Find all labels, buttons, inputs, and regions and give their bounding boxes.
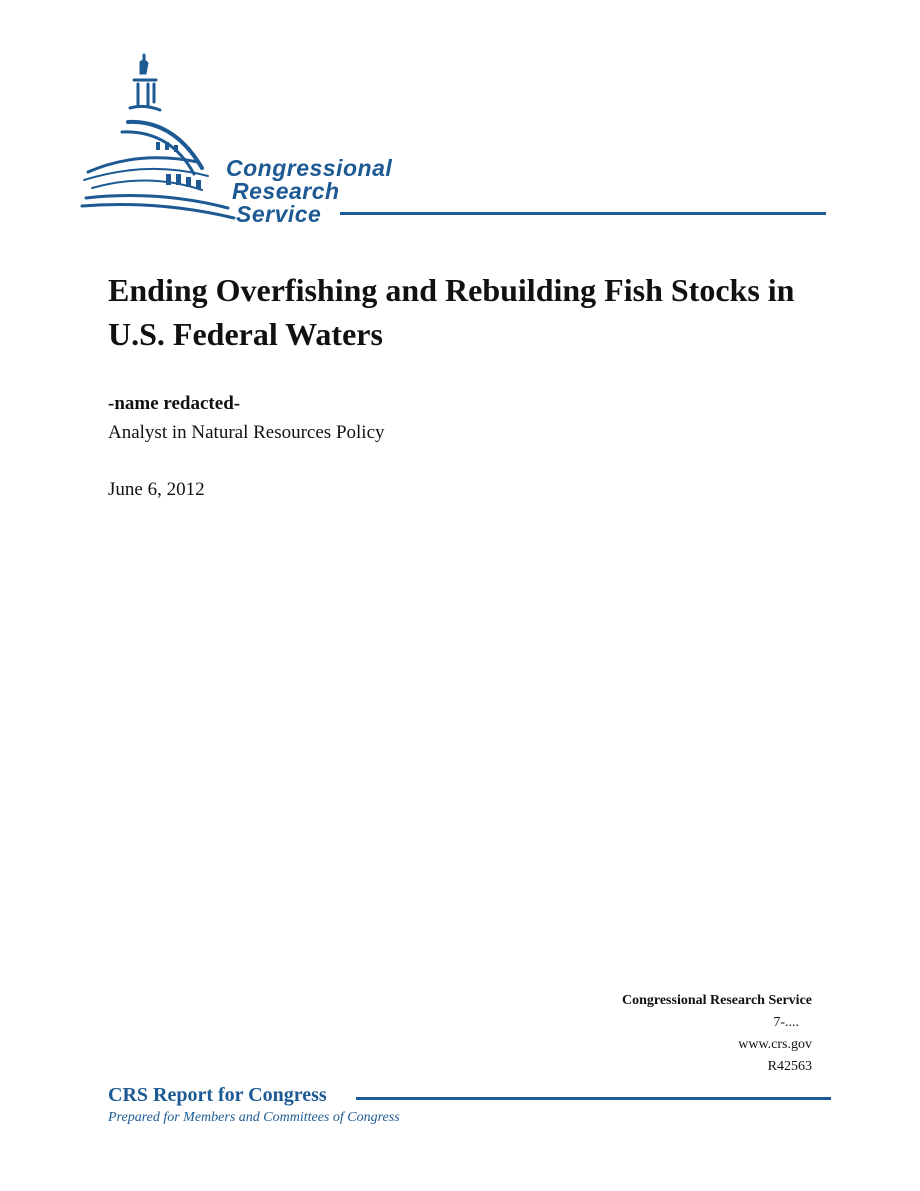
report-number: R42563 (767, 1059, 812, 1074)
footer-subtitle: Prepared for Members and Committees of Congress (108, 1110, 400, 1125)
capitol-dome-icon (78, 50, 238, 225)
footer-title: CRS Report for Congress (108, 1084, 327, 1106)
contact-block (622, 990, 812, 1078)
logo-text-congressional: Congressional (226, 155, 393, 181)
footer-divider-line (356, 1097, 831, 1100)
report-title: Ending Overfishing and Rebuilding Fish Stocks in U.S. Federal Waters (108, 272, 795, 352)
logo-text-service: Service (236, 201, 322, 227)
contact-organization: Congressional Research Service (621, 993, 812, 1008)
author-title: Analyst in Natural Resources Policy (108, 422, 385, 443)
crs-logo (78, 50, 838, 230)
logo-text-research: Research (232, 178, 340, 204)
report-date: June 6, 2012 (108, 479, 205, 500)
contact-phone: 7-.... (773, 1015, 799, 1030)
logo-divider-line (340, 212, 826, 215)
contact-website: www.crs.gov (738, 1037, 812, 1052)
author-name: -name redacted- (108, 393, 241, 414)
